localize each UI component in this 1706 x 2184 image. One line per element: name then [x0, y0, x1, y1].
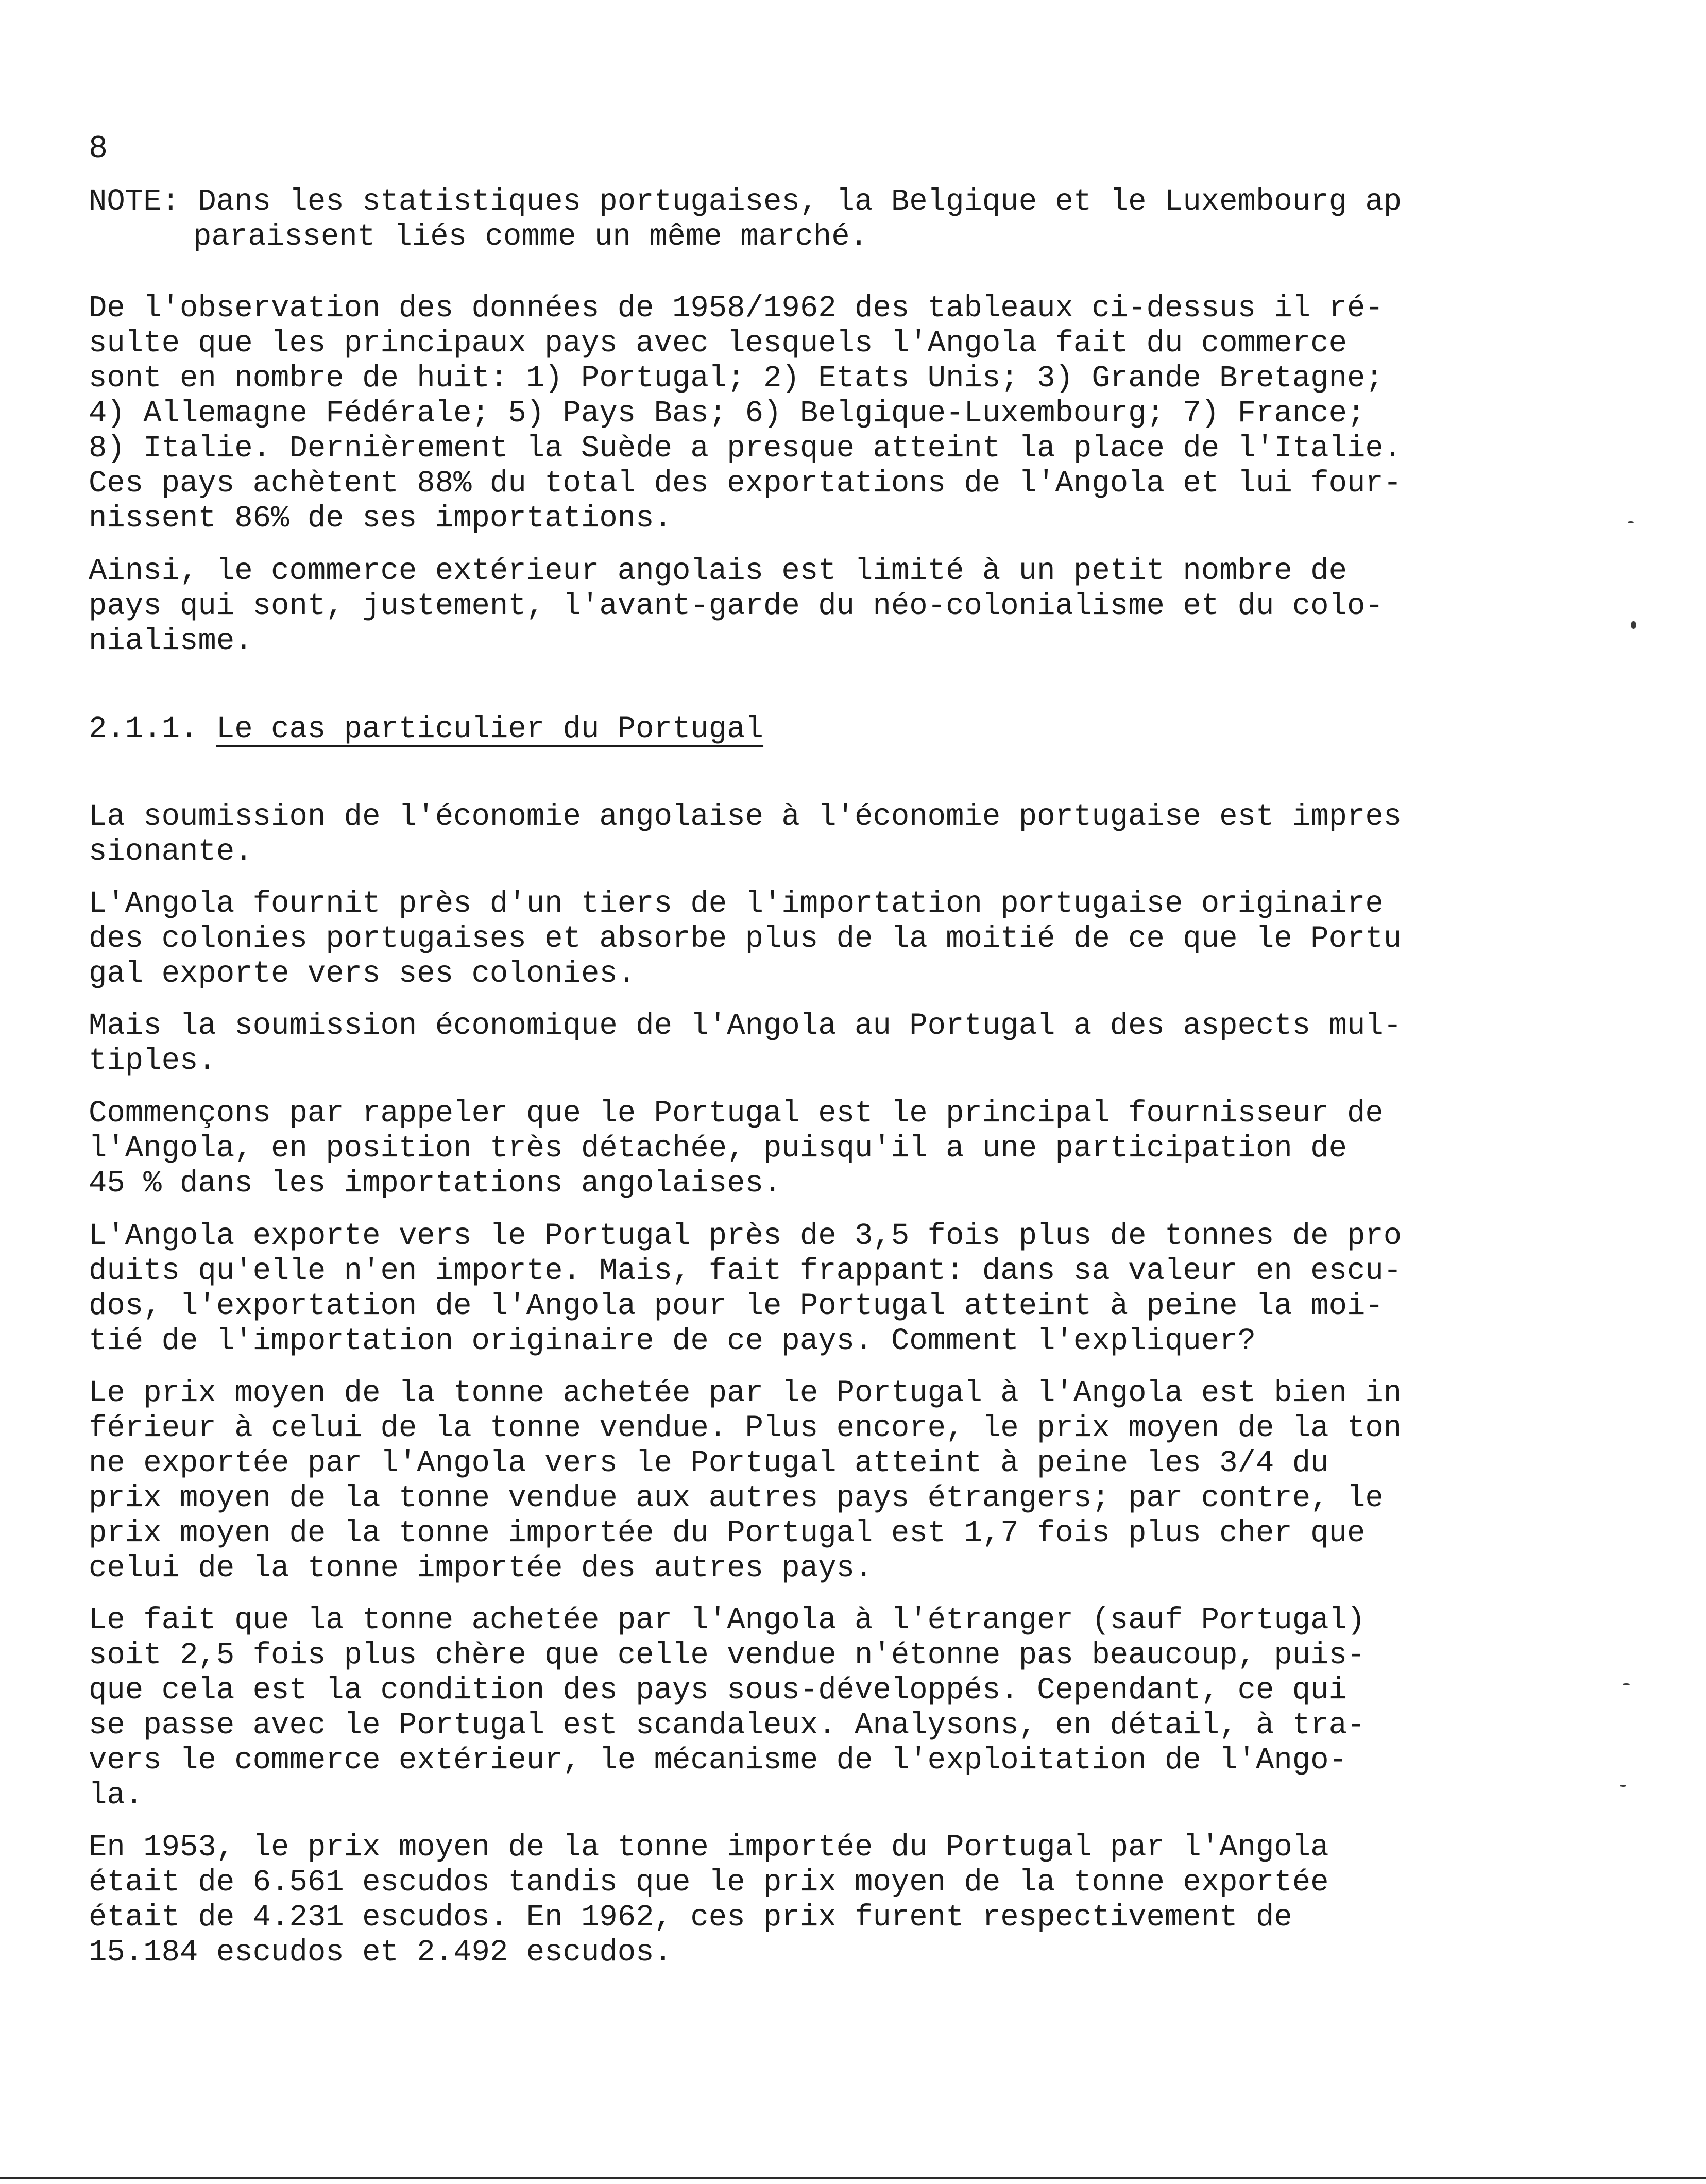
paragraph-submission [89, 799, 1402, 869]
paragraph-main-partners [89, 291, 1402, 536]
section-title: Le cas particulier du Portugal [216, 712, 764, 746]
paragraph-main-supplier [89, 1096, 1384, 1201]
paragraph-exploitation [89, 1603, 1365, 1813]
text-line: tié de l'importation originaire de ce pays. Comment l'expliquer? [89, 1324, 1256, 1358]
paragraph-price-figures [89, 1830, 1329, 1970]
scan-speck [1628, 521, 1634, 523]
text-line: pays qui sont, justement, l'avant-garde du néo-colonialisme et du colo- [89, 589, 1384, 623]
page-number: 8 [89, 130, 108, 167]
scan-speck [1631, 621, 1636, 629]
text-line: Le prix moyen de la tonne achetée par le Portugal à l'Angola est bien in [89, 1376, 1402, 1410]
text-line: celui de la tonne importée des autres pays. [89, 1551, 873, 1585]
text-line: était de 4.231 escudos. En 1962, ces prix furent respectivement de [89, 1900, 1292, 1935]
text-line: tiples. [89, 1044, 216, 1078]
text-line: nialisme. [89, 624, 253, 658]
text-line: soit 2,5 fois plus chère que celle vendue n'étonne pas beaucoup, puis- [89, 1638, 1366, 1673]
paragraph-supply-share [89, 886, 1402, 992]
text-line: 45 % dans les importations angolaises. [89, 1166, 782, 1201]
text-line: férieur à celui de la tonne vendue. Plus encore, le prix moyen de la ton [89, 1411, 1402, 1445]
text-line: L'Angola fournit près d'un tiers de l'importation portugaise originaire [89, 886, 1384, 921]
note-line-2: paraissent liés comme un même marché. [193, 219, 868, 254]
text-line: En 1953, le prix moyen de la tonne importée du Portugal par l'Angola [89, 1830, 1329, 1865]
paragraph-average-price [89, 1376, 1402, 1586]
text-line: que cela est la condition des pays sous-développés. Cependant, ce qui [89, 1673, 1347, 1708]
text-line: duits qu'elle n'en importe. Mais, fait frappant: dans sa valeur en escu- [89, 1254, 1402, 1288]
text-line: était de 6.561 escudos tandis que le prix moyen de la tonne exportée [89, 1865, 1329, 1900]
section-heading [89, 712, 763, 747]
paragraph-export-tonnage [89, 1219, 1402, 1359]
bottom-edge-line [0, 2177, 1706, 2179]
text-line: 15.184 escudos et 2.492 escudos. [89, 1935, 672, 1970]
text-line: prix moyen de la tonne importée du Portugal est 1,7 fois plus cher que [89, 1516, 1366, 1550]
text-line: De l'observation des données de 1958/1962 des tableaux ci-dessus il ré- [89, 291, 1384, 326]
text-line: Commençons par rappeler que le Portugal est le principal fournisseur de [89, 1096, 1384, 1131]
section-number: 2.1.1. [89, 712, 198, 746]
scan-speck [1620, 1785, 1626, 1787]
text-line: sont en nombre de huit: 1) Portugal; 2) Etats Unis; 3) Grande Bretagne; [89, 361, 1384, 396]
text-line: prix moyen de la tonne vendue aux autres pays étrangers; par contre, le [89, 1481, 1384, 1515]
text-line: sulte que les principaux pays avec lesquels l'Angola fait du commerce [89, 326, 1347, 361]
paragraph-multiple-aspects [89, 1009, 1402, 1079]
text-line: 4) Allemagne Fédérale; 5) Pays Bas; 6) Belgique-Luxembourg; 7) France; [89, 396, 1366, 431]
note-line-1: NOTE: Dans les statistiques portugaises, la Belgique et le Luxembourg ap [89, 184, 1402, 219]
text-line: 8) Italie. Dernièrement la Suède a presque atteint la place de l'Italie. [89, 431, 1402, 466]
text-line: gal exporte vers ses colonies. [89, 957, 636, 991]
text-line: La soumission de l'économie angolaise à l'économie portugaise est impres [89, 799, 1402, 834]
text-line: Le fait que la tonne achetée par l'Angola à l'étranger (sauf Portugal) [89, 1603, 1366, 1637]
text-line: Ces pays achètent 88% du total des exportations de l'Angola et lui four- [89, 466, 1402, 501]
scan-speck [1623, 1683, 1630, 1685]
text-line: L'Angola exporte vers le Portugal près de 3,5 fois plus de tonnes de pro [89, 1219, 1402, 1253]
text-line: se passe avec le Portugal est scandaleux. Analysons, en détail, à tra- [89, 1708, 1366, 1743]
text-line: nissent 86% de ses importations. [89, 501, 672, 536]
text-line: l'Angola, en position très détachée, puisqu'il a une participation de [89, 1131, 1347, 1166]
text-line: Ainsi, le commerce extérieur angolais est limité à un petit nombre de [89, 554, 1347, 588]
text-line: sionante. [89, 834, 253, 869]
text-line: vers le commerce extérieur, le mécanisme de l'exploitation de l'Ango- [89, 1743, 1347, 1778]
text-line: des colonies portugaises et absorbe plus de la moitié de ce que le Portu [89, 922, 1402, 956]
text-line: Mais la soumission économique de l'Angola au Portugal a des aspects mul- [89, 1009, 1402, 1043]
text-line: dos, l'exportation de l'Angola pour le Portugal atteint à peine la moi- [89, 1289, 1384, 1323]
text-line: la. [89, 1778, 144, 1813]
text-line: ne exportée par l'Angola vers le Portugal atteint à peine les 3/4 du [89, 1446, 1329, 1480]
paragraph-neo-colonialism [89, 554, 1384, 659]
